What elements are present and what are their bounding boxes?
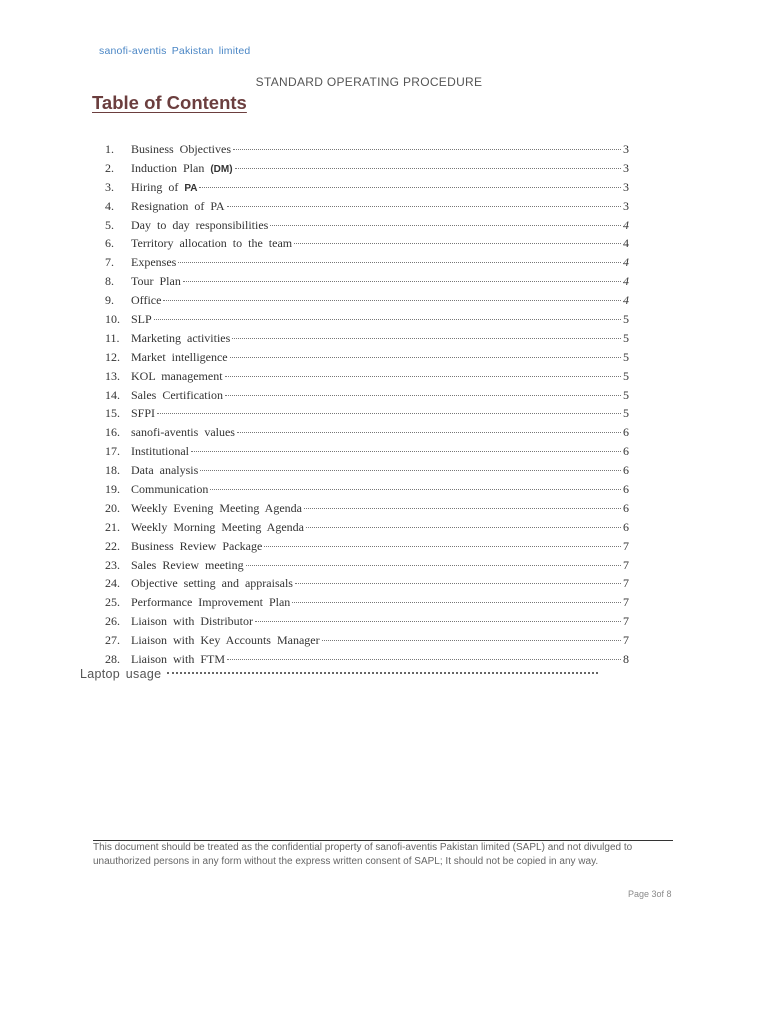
toc-entry-number: 15. [105, 406, 120, 421]
toc-entry [105, 593, 629, 612]
toc-entry-label [131, 574, 293, 593]
toc-entry-label-text: Tour Plan [131, 274, 181, 289]
toc-entry [105, 272, 629, 291]
toc-entry-page: 3 [623, 160, 629, 175]
toc-entry-label-text: Weekly Evening Meeting Agenda [131, 500, 302, 515]
toc-dot-leader [163, 300, 621, 301]
toc-entry-label-text: Weekly Morning Meeting Agenda [131, 519, 304, 534]
toc-dot-leader [246, 565, 621, 566]
toc-entry-label [131, 442, 189, 461]
toc-entry-page: 5 [623, 406, 629, 421]
toc-entry-label [131, 140, 231, 159]
toc-entry-number: 6. [105, 236, 114, 251]
toc-entry-page: 6 [623, 444, 629, 459]
company-name: sanofi-aventis Pakistan limited [99, 45, 251, 57]
toc-entry-page: 6 [623, 519, 629, 534]
toc-entry-page: 4 [623, 236, 629, 251]
toc-dot-leader [322, 640, 621, 641]
toc-entry-label [131, 348, 228, 367]
toc-entry [105, 178, 629, 197]
toc-entry-number: 11. [105, 330, 120, 345]
toc-entry [105, 216, 629, 235]
toc-entry-page: 5 [623, 349, 629, 364]
toc-dot-leader [227, 206, 621, 207]
toc-entry-number: 5. [105, 217, 114, 232]
toc-entry-label [131, 272, 181, 291]
toc-entry-label [131, 423, 235, 442]
toc-entry-number: 28. [105, 652, 120, 667]
toc-entry-label-text: Performance Improvement Plan [131, 595, 291, 610]
toc-entry [105, 348, 629, 367]
toc-dot-leader [235, 168, 621, 169]
toc-entry-number: 23. [105, 557, 120, 572]
toc-entry-laptop-usage [80, 667, 600, 681]
toc-dot-leader [199, 187, 621, 188]
toc-entry [105, 386, 629, 405]
toc-entry-number: 22. [105, 538, 120, 553]
toc-dot-leader [295, 583, 621, 584]
toc-entry-label-text: Institutional [131, 444, 189, 459]
toc-entry-page: 3 [623, 179, 629, 194]
toc-entry-label-text: Sales Certification [131, 387, 223, 402]
toc-entry-label-text: Liaison with Key Accounts Manager [131, 633, 320, 648]
toc-entry-label [131, 310, 152, 329]
toc-dot-leader [225, 376, 621, 377]
toc-entry-label-text: SFPI [131, 406, 156, 421]
toc-entry-label [131, 386, 223, 405]
toc-entry [105, 367, 629, 386]
toc-entry-number: 19. [105, 482, 120, 497]
toc-dot-leader [304, 508, 621, 509]
toc-entry [105, 423, 629, 442]
toc-entry-number: 20. [105, 500, 120, 515]
toc-entry-label-text: SLP [131, 312, 152, 327]
toc-dot-leader [210, 489, 621, 490]
toc-entry [105, 537, 629, 556]
toc-entry-label [131, 234, 292, 253]
toc-entry-number: 18. [105, 463, 120, 478]
toc-entry-number: 4. [105, 198, 114, 213]
toc-entry-page: 7 [623, 633, 629, 648]
confidentiality-note: This document should be treated as the confidential property of sanofi-aventis Pakistan limited (SAPL) and not divulged to unauthorized persons in any form without the express written consent of SAPL; It should not be copied in any way. [93, 842, 633, 867]
toc-entry-label [131, 329, 230, 348]
toc-entry-number: 10. [105, 312, 120, 327]
toc-entry-label-text: Expenses [131, 255, 177, 270]
toc-dot-leader [294, 243, 621, 244]
toc-entry-label [131, 499, 302, 518]
toc-entry [105, 197, 629, 216]
toc-entry-page: 7 [623, 595, 629, 610]
toc-entry-label [131, 537, 262, 556]
toc-entry-number: 27. [105, 633, 120, 648]
toc-entry-label-text: Day to day responsibilities [131, 217, 269, 232]
toc-dot-leader [157, 413, 621, 414]
toc-entry-label [131, 253, 176, 272]
page-number: Page 3of 8 [628, 889, 672, 899]
toc-entry-number: 16. [105, 425, 120, 440]
toc-entry [105, 404, 629, 423]
toc-entry [105, 140, 629, 159]
toc-entry-label [131, 480, 208, 499]
toc-entry-page: 6 [623, 463, 629, 478]
toc-entry-label-text: Communication [131, 482, 209, 497]
toc-entry-number: 25. [105, 595, 120, 610]
toc-entry-label [131, 216, 268, 235]
toc-entry-page: 7 [623, 538, 629, 553]
toc-dot-leader [230, 357, 621, 358]
toc-entry-number: 14. [105, 387, 120, 402]
toc-dot-leader [233, 149, 621, 150]
toc-entry-number: 26. [105, 614, 120, 629]
toc-entry-page: 8 [623, 652, 629, 667]
toc-entry [105, 631, 629, 650]
toc-entry-number: 24. [105, 576, 120, 591]
toc-dot-leader [183, 281, 621, 282]
toc-entry-page: 7 [623, 557, 629, 572]
toc-entry-number: 3. [105, 179, 114, 194]
toc-entry [105, 234, 629, 253]
toc-entry-label [131, 291, 161, 310]
toc-dot-leader [270, 225, 621, 226]
document-type: STANDARD OPERATING PROCEDURE [255, 75, 483, 89]
toc-entry-number: 1. [105, 142, 114, 156]
toc-entry-label-text: Sales Review meeting [131, 557, 244, 572]
toc-entry-label [131, 197, 225, 216]
table-of-contents [105, 140, 629, 669]
toc-entry [105, 461, 629, 480]
toc-entry-label [131, 178, 197, 199]
toc-dot-leader [232, 338, 621, 339]
toc-entry-label-text: Business Review Package [131, 538, 263, 553]
toc-entry [105, 518, 629, 537]
toc-entry-number: 17. [105, 444, 120, 459]
toc-entry-label-text: Territory allocation to the team [131, 236, 293, 251]
toc-entry-page: 4 [623, 293, 629, 308]
toc-entry-page: 5 [623, 387, 629, 402]
toc-entry-label-emphasis: PA [184, 182, 198, 194]
toc-entry-label [131, 556, 244, 575]
toc-entry [105, 159, 629, 178]
toc-entry-label [131, 631, 320, 650]
toc-dot-leader [306, 527, 621, 528]
toc-entry-label [131, 159, 233, 180]
toc-entry-number: 8. [105, 274, 114, 289]
toc-entry-number: 21. [105, 519, 120, 534]
toc-entry-number: 7. [105, 255, 114, 270]
toc-entry-label-text: Resignation of PA [131, 198, 225, 213]
toc-entry-label-text: Market intelligence [131, 349, 228, 364]
toc-dot-leader [178, 262, 621, 263]
toc-entry-label-text: Business Objectives [131, 142, 231, 156]
toc-entry-label-text: Hiring of [131, 179, 179, 194]
toc-entry-label [131, 404, 155, 423]
toc-entry-page: 6 [623, 425, 629, 440]
toc-entry [105, 442, 629, 461]
toc-entry-page: 4 [623, 255, 629, 270]
toc-entry-page: 4 [623, 274, 629, 289]
toc-dot-leader [154, 319, 621, 320]
toc-entry [105, 291, 629, 310]
toc-dot-leader [167, 672, 598, 674]
toc-entry-page: 5 [623, 312, 629, 327]
toc-entry-label-text: sanofi-aventis values [131, 425, 235, 440]
toc-dot-leader [200, 470, 621, 471]
toc-entry-label [131, 518, 304, 537]
toc-entry-page: 6 [623, 500, 629, 515]
toc-entry-page: 3 [623, 198, 629, 213]
toc-entry-page: 4 [623, 217, 629, 232]
toc-dot-leader [227, 659, 621, 660]
toc-entry-label-text: Office [131, 293, 162, 308]
toc-entry-page: 6 [623, 482, 629, 497]
toc-dot-leader [255, 621, 621, 622]
toc-dot-leader [225, 395, 621, 396]
toc-entry-number: 13. [105, 368, 120, 383]
toc-entry-label: Laptop usage [80, 667, 162, 681]
toc-entry-number: 2. [105, 160, 114, 175]
toc-entry-label-text: Data analysis [131, 463, 199, 478]
toc-entry-page: 7 [623, 614, 629, 629]
toc-entry-number: 12. [105, 349, 120, 364]
toc-entry-label-text: Liaison with Distributor [131, 614, 253, 629]
toc-entry [105, 556, 629, 575]
toc-entry-label-text: Induction Plan [131, 160, 205, 175]
toc-entry [105, 480, 629, 499]
toc-entry [105, 574, 629, 593]
toc-entry-label [131, 461, 198, 480]
toc-entry-label-emphasis: (DM) [210, 163, 233, 175]
toc-entry [105, 612, 629, 631]
toc-entry-page: 7 [623, 576, 629, 591]
toc-heading: Table of Contents [92, 92, 247, 113]
toc-entry-label [131, 367, 223, 386]
toc-entry [105, 310, 629, 329]
toc-entry-label-text: Liaison with FTM [131, 652, 226, 667]
toc-entry-page: 5 [623, 368, 629, 383]
toc-entry [105, 499, 629, 518]
toc-dot-leader [264, 546, 621, 547]
toc-entry-label [131, 612, 253, 631]
toc-entry-label-text: Marketing activities [131, 330, 231, 345]
toc-entry-page: 3 [623, 142, 629, 156]
toc-entry-label-text: KOL management [131, 368, 223, 383]
toc-entry [105, 329, 629, 348]
toc-dot-leader [292, 602, 621, 603]
toc-dot-leader [191, 451, 621, 452]
toc-entry-number: 9. [105, 293, 114, 308]
toc-entry-page: 5 [623, 330, 629, 345]
toc-entry-label-text: Objective setting and appraisals [131, 576, 293, 591]
toc-entry [105, 253, 629, 272]
toc-entry-label [131, 593, 290, 612]
toc-dot-leader [237, 432, 621, 433]
